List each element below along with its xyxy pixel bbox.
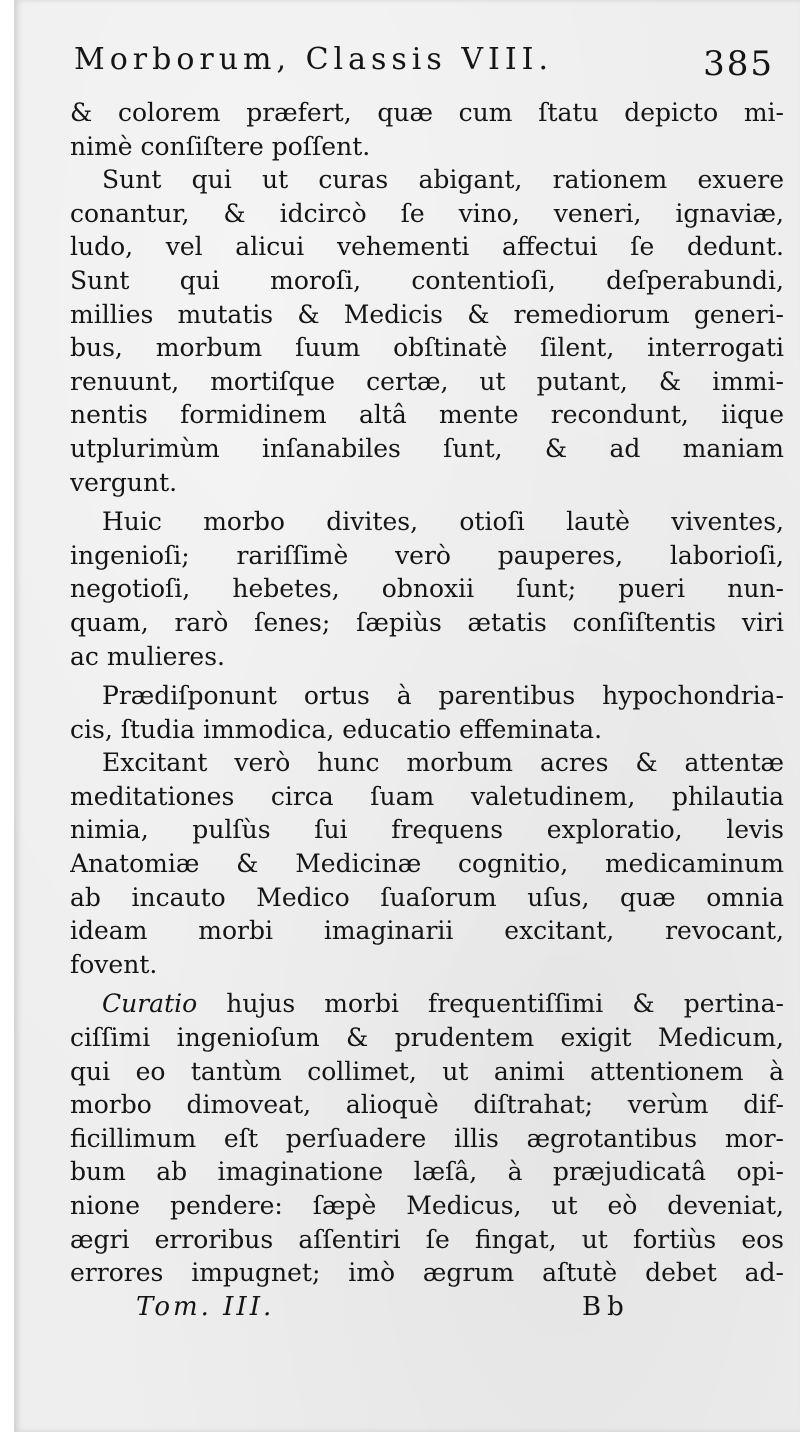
text-line: morbo dimoveat, alioquè diſtrahat; verùm dif-	[70, 1090, 784, 1120]
text-line	[70, 987, 794, 1021]
text-line: millies mutatis & Medicis & remediorum generi-	[70, 299, 784, 329]
text-line: Prædiſponunt ortus à parentibus hypochondria-	[102, 681, 784, 711]
text-span: hujus morbi frequentiſſimi & pertina-	[197, 989, 784, 1019]
text-line: ab incauto Medico ſuaſorum uſus, quæ omnia	[70, 882, 784, 912]
paragraph	[70, 746, 794, 981]
paragraph	[70, 163, 794, 499]
text-block	[70, 40, 794, 1326]
text-line: vergunt.	[70, 467, 178, 497]
text-line: Anatomiæ & Medicinæ cognitio, medicaminum	[70, 849, 784, 879]
text-line: ficillimum eſt perſuadere illis ægrotantibus mor-	[70, 1123, 784, 1153]
text-line: Huic morbo divites, otioſi lautè viventes,	[102, 507, 784, 537]
text-line: negotioſi, hebetes, obnoxii ſunt; pueri nun-	[70, 574, 784, 604]
text-line: fovent.	[70, 949, 158, 979]
text-line: cis, ſtudia immodica, educatio effeminata.	[70, 714, 603, 744]
text-line: bus, morbum ſuum obſtinatè ſilent, interrogati	[70, 333, 784, 363]
volume-label: Tom. III.	[136, 1291, 275, 1322]
text-line: nimè conſiſtere poſſent.	[70, 131, 371, 161]
text-line: ac mulieres.	[70, 641, 225, 671]
text-line: qui eo tantùm collimet, ut animi attentionem à	[70, 1056, 784, 1086]
text-line: quam, rarò ſenes; ſæpiùs ætatis conſiſtentis viri	[70, 607, 784, 637]
italic-word: Curatio	[102, 989, 198, 1019]
text-line: Sunt qui ut curas abigant, rationem exuere	[102, 165, 784, 195]
page-footer	[70, 1292, 794, 1326]
text-line: ingenioſi; rariſſimè verò pauperes, laborioſi,	[70, 540, 784, 570]
text-line: meditationes circa ſuam valetudinem, philautia	[70, 781, 784, 811]
running-head	[70, 40, 794, 96]
book-page	[14, 0, 800, 1432]
text-line: errores impugnet; imò ægrum aſtutè debet ad-	[70, 1258, 784, 1288]
paragraph	[70, 96, 794, 163]
text-line: ciſſimi ingenioſum & prudentem exigit Medicum,	[70, 1023, 784, 1053]
paragraph	[70, 505, 794, 673]
text-line: Sunt qui moroſi, contentioſi, deſperabundi,	[70, 265, 784, 295]
text-line: ægri erroribus aſſentiri ſe fingat, ut fortiùs eos	[70, 1224, 784, 1254]
paragraph	[70, 987, 794, 1289]
text-line: nentis formidinem altâ mente recondunt, iique	[70, 400, 784, 430]
running-head-title: Morborum, Classis VIII.	[74, 42, 554, 77]
page-number: 385	[703, 44, 774, 84]
text-line: bum ab imaginatione læſâ, à præjudicatâ opi-	[70, 1157, 784, 1187]
paragraph	[70, 679, 794, 746]
text-line: Excitant verò hunc morbum acres & attentæ	[102, 748, 784, 778]
text-line: ideam morbi imaginarii excitant, revocant,	[70, 916, 784, 946]
text-line: renuunt, mortiſque certæ, ut putant, & immi-	[70, 366, 784, 396]
text-line: & colorem præfert, quæ cum ſtatu depicto mi-	[70, 98, 784, 127]
text-line: conantur, & idcircò ſe vino, veneri, ignaviæ,	[70, 198, 784, 228]
signature-mark: Bb	[582, 1291, 630, 1322]
text-line: ludo, vel alicui vehementi affectui ſe dedunt.	[70, 232, 784, 262]
text-line: utplurimùm inſanabiles ſunt, & ad maniam	[70, 433, 784, 463]
text-line: nimia, pulſùs ſui frequens exploratio, levis	[70, 815, 784, 845]
text-line: nione pendere: ſæpè Medicus, ut eò deveniat,	[70, 1191, 784, 1220]
